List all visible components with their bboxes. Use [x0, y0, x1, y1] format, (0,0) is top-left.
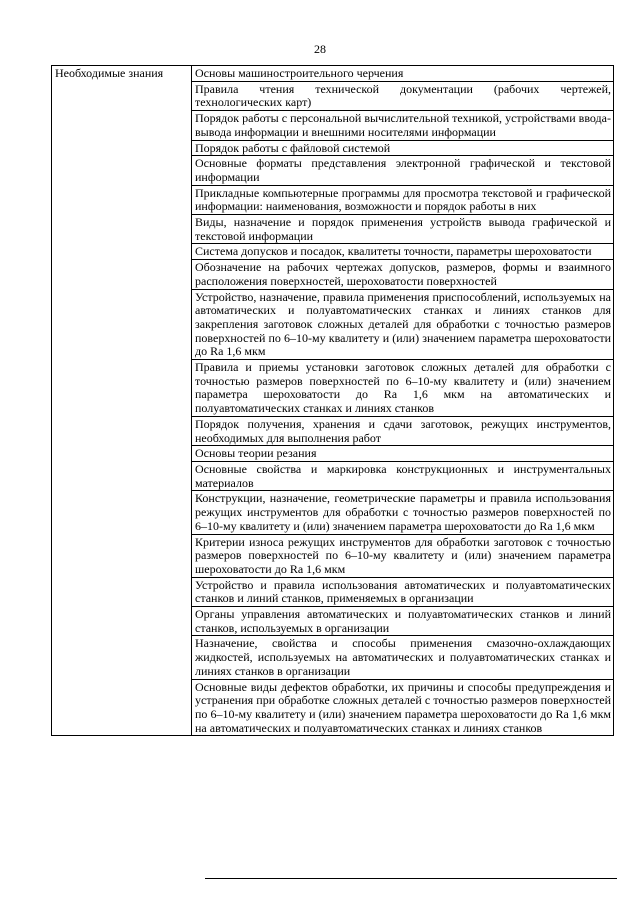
- knowledge-item: Порядок работы с персональной вычислительной техникой, устройствами ввода-вывода информации и внешними носителями информации: [192, 111, 614, 140]
- knowledge-item: Основные свойства и маркировка конструкционных и инструментальных материалов: [192, 461, 614, 490]
- knowledge-item: Основы машиностроительного черчения: [192, 66, 614, 82]
- page-number: 28: [314, 42, 326, 56]
- knowledge-item: Правила и приемы установки заготовок сложных деталей для обработки с точностью размеров поверхностей по 6–10-му квалитету и (или) значением параметра шероховатости до Ra 1,6 мкм на автоматических и полуавтоматических станках и линиях станков: [192, 360, 614, 417]
- knowledge-item: Основные форматы представления электронной графической и текстовой информации: [192, 156, 614, 185]
- bottom-rule: [205, 878, 617, 879]
- knowledge-item: Назначение, свойства и способы применения смазочно-охлаждающих жидкостей, используемых на автоматических и полуавтоматических станках и линиях станков в организации: [192, 636, 614, 679]
- knowledge-item: Правила чтения технической документации (рабочих чертежей, технологических карт): [192, 81, 614, 110]
- knowledge-item: Обозначение на рабочих чертежах допусков, размеров, формы и взаимного расположения поверхностей, шероховатости поверхностей: [192, 260, 614, 289]
- knowledge-item: Основы теории резания: [192, 446, 614, 462]
- knowledge-item: Органы управления автоматических и полуавтоматических станков и линий станков, используемых в организации: [192, 607, 614, 636]
- knowledge-item: Устройство, назначение, правила применения приспособлений, используемых на автоматических и полуавтоматических станках и линиях станков для закрепления заготовок сложных деталей для обработки с точностью размеров поверхностей по 6–10-му квалитету и (или) значением параметра шероховатости до Ra 1,6 мкм: [192, 289, 614, 360]
- knowledge-item: Порядок работы с файловой системой: [192, 140, 614, 156]
- knowledge-item: Виды, назначение и порядок применения устройств вывода графической и текстовой информации: [192, 215, 614, 244]
- knowledge-item: Устройство и правила использования автоматических и полуавтоматических станков и линий станков, применяемых в организации: [192, 577, 614, 606]
- knowledge-item: Система допусков и посадок, квалитеты точности, параметры шероховатости: [192, 244, 614, 260]
- requirements-table: [51, 65, 614, 736]
- table-row: [52, 66, 614, 82]
- section-title: Необходимые знания: [52, 66, 192, 736]
- knowledge-item: Конструкции, назначение, геометрические параметры и правила использования режущих инструментов для обработки с точностью размеров поверхностей по 6–10-му квалитету и (или) значением параметра шероховатости до Ra 1,6 мкм: [192, 491, 614, 534]
- knowledge-item: Прикладные компьютерные программы для просмотра текстовой и графической информации: наименования, возможности и порядок работы в них: [192, 185, 614, 214]
- knowledge-item: Основные виды дефектов обработки, их причины и способы предупреждения и устранения при обработке сложных деталей с точностью размеров поверхностей по 6–10-му квалитету и (или) значением параметра шероховатости до Ra 1,6 мкм на автоматических и полуавтоматических станках и линиях станков: [192, 679, 614, 736]
- knowledge-item: Критерии износа режущих инструментов для обработки заготовок с точностью размеров поверхностей по 6–10-му квалитету и (или) значением параметра шероховатости до Ra 1,6 мкм: [192, 534, 614, 577]
- knowledge-item: Порядок получения, хранения и сдачи заготовок, режущих инструментов, необходимых для выполнения работ: [192, 416, 614, 445]
